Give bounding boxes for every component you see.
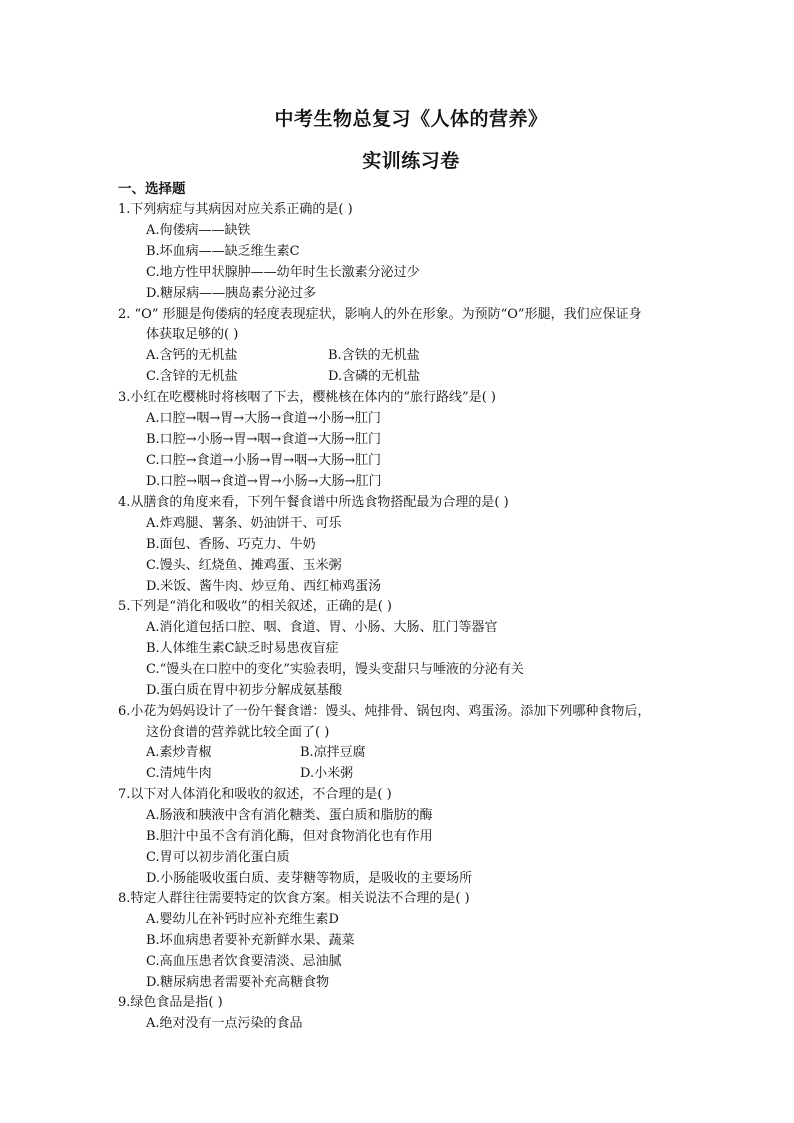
question-3-option-a: A.口腔→咽→胃→大肠→食道→小肠→肛门 <box>146 411 381 426</box>
question-6-option-a: A.素炒青椒 <box>146 745 212 760</box>
question-1-stem: 1.下列病症与其病因对应关系正确的是( ) <box>118 202 353 217</box>
question-5-stem: 5.下列是“消化和吸收”的相关叙述，正确的是( ) <box>118 599 392 614</box>
question-2-option-c: C.含锌的无机盐 <box>146 369 238 384</box>
question-3-option-b: B.口腔→小肠→胃→咽→食道→大肠→肛门 <box>146 432 382 447</box>
question-6-stem-cont: 这份食谱的营养就比较全面了( ) <box>146 725 330 740</box>
question-8-option-b: B.坏血病患者要补充新鲜水果、蔬菜 <box>146 933 355 948</box>
question-7-option-b: B.胆汁中虽不含有消化酶，但对食物消化也有作用 <box>146 829 433 844</box>
question-7-stem: 7.以下对人体消化和吸收的叙述，不合理的是( ) <box>118 787 392 802</box>
question-1-option-b: B.坏血病——缺乏维生素C <box>146 244 300 259</box>
question-2-stem: 2. “O” 形腿是佝偻病的轻度表现症状，影响人的外在形象。为预防“O”形腿，我们应保证身 <box>118 307 642 322</box>
question-6-option-d: D.小米粥 <box>300 766 354 781</box>
question-1-option-a: A.佝偻病——缺铁 <box>146 223 251 238</box>
question-4-option-c: C.馒头、红烧鱼、摊鸡蛋、玉米粥 <box>146 558 342 573</box>
question-7-option-c: C.胃可以初步消化蛋白质 <box>146 850 290 865</box>
question-1-option-c: C.地方性甲状腺肿——幼年时生长激素分泌过少 <box>146 265 420 280</box>
question-4-stem: 4.从膳食的角度来看，下列午餐食谱中所选食物搭配最为合理的是( ) <box>118 495 509 510</box>
question-8-option-c: C.高血压患者饮食要清淡、忌油腻 <box>146 954 342 969</box>
question-8-stem: 8.特定人群往往需要特定的饮食方案。相关说法不合理的是( ) <box>118 891 470 906</box>
question-3-option-c: C.口腔→食道→小肠→胃→咽→大肠→肛门 <box>146 453 381 468</box>
question-8-option-d: D.糖尿病患者需要补充高糖食物 <box>146 975 330 990</box>
question-7-option-a: A.肠液和胰液中含有消化糖类、蛋白质和脂肪的酶 <box>146 808 433 823</box>
question-5-option-d: D.蛋白质在胃中初步分解成氨基酸 <box>146 683 343 698</box>
question-6-option-b: B.凉拌豆腐 <box>300 745 366 760</box>
question-5-option-c: C.“馒头在口腔中的变化”实验表明，馒头变甜只与唾液的分泌有关 <box>146 662 524 677</box>
section-heading: 一、选择题 <box>118 181 186 197</box>
question-6-stem: 6.小花为妈妈设计了一份午餐食谱：馒头、炖排骨、锅包肉、鸡蛋汤。添加下列哪种食物后， <box>118 704 651 719</box>
question-3-stem: 3.小红在吃樱桃时将核咽了下去，樱桃核在体内的“旅行路线”是( ) <box>118 390 496 405</box>
question-5-option-a: A.消化道包括口腔、咽、食道、胃、小肠、大肠、肛门等器官 <box>146 620 498 635</box>
question-5-option-b: B.人体维生素C缺乏时易患夜盲症 <box>146 641 339 656</box>
question-2-option-d: D.含磷的无机盐 <box>328 369 421 384</box>
question-8-option-a: A.婴幼儿在补钙时应补充维生素D <box>146 912 339 927</box>
question-9-stem: 9.绿色食品是指( ) <box>118 995 223 1010</box>
question-2-option-b: B.含铁的无机盐 <box>328 348 420 363</box>
question-4-option-b: B.面包、香肠、巧克力、牛奶 <box>146 537 316 552</box>
question-1-option-d: D.糖尿病——胰岛素分泌过多 <box>146 286 317 301</box>
question-4-option-a: A.炸鸡腿、薯条、奶油饼干、可乐 <box>146 516 342 531</box>
question-7-option-d: D.小肠能吸收蛋白质、麦芽糖等物质，是吸收的主要场所 <box>146 871 473 886</box>
question-2-stem-cont: 体获取足够的( ) <box>146 327 239 342</box>
question-3-option-d: D.口腔→咽→食道→胃→小肠→大肠→肛门 <box>146 474 382 489</box>
question-9-option-a: A.绝对没有一点污染的食品 <box>146 1016 303 1031</box>
question-6-option-c: C.清炖牛肉 <box>146 766 212 781</box>
page-subtitle: 实训练习卷 <box>362 150 460 172</box>
question-2-option-a: A.含钙的无机盐 <box>146 348 238 363</box>
page-title: 中考生物总复习《人体的营养》 <box>274 108 548 130</box>
question-4-option-d: D.米饭、酱牛肉、炒豆角、西红柿鸡蛋汤 <box>146 579 382 594</box>
